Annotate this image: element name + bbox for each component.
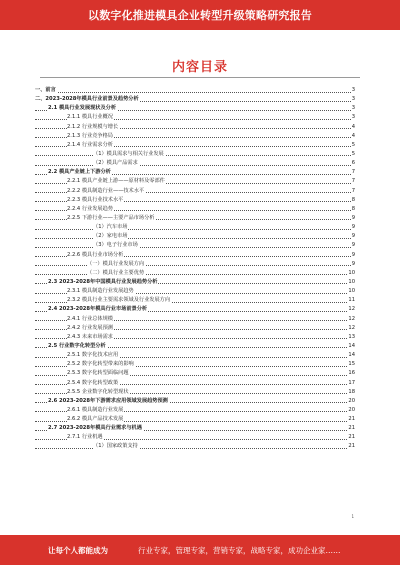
toc-entry-page: 5 bbox=[351, 141, 355, 150]
toc-entry[interactable] bbox=[35, 150, 355, 159]
toc-entry-page: 18 bbox=[347, 388, 355, 397]
toc-entry-page: 14 bbox=[347, 342, 355, 351]
toc-entry[interactable] bbox=[35, 123, 355, 132]
toc-entry-page: 16 bbox=[347, 369, 355, 378]
toc-entry-page: 3 bbox=[351, 104, 355, 113]
toc-entry[interactable] bbox=[35, 251, 355, 260]
toc-entry-title: 一、前言 bbox=[35, 87, 56, 93]
toc-entry-page: 7 bbox=[351, 177, 355, 186]
toc-entry[interactable] bbox=[35, 379, 355, 388]
toc-entry[interactable] bbox=[35, 360, 355, 369]
toc-entry-page: 9 bbox=[351, 232, 355, 241]
toc-entry-title: 2.5 行业数字化转型分析 bbox=[48, 342, 106, 349]
toc-entry-title: （2）家电市场 bbox=[93, 233, 128, 240]
toc-entry-page: 3 bbox=[351, 86, 355, 95]
toc-entry-title: 2.4.2 行业发展预测 bbox=[67, 324, 113, 331]
toc-entry-title: （2）模具产品需求 bbox=[93, 160, 138, 167]
toc-entry-page: 9 bbox=[351, 260, 355, 269]
toc-entry-title: 2.2.1 模具产业链上游——原材料及零部件 bbox=[67, 178, 165, 185]
page-number: 1 bbox=[351, 514, 354, 519]
toc-entry-title: 2.1 模具行业发展现状及分析 bbox=[48, 105, 117, 112]
toc-entry-page: 10 bbox=[347, 269, 355, 278]
toc-entry-page: 13 bbox=[347, 333, 355, 342]
toc-entry-page: 12 bbox=[347, 305, 355, 314]
report-title: 以数字化推进模具企业转型升级策略研究报告 bbox=[88, 9, 312, 22]
toc-leader-dots bbox=[35, 155, 355, 156]
toc-heading: 内容目录 bbox=[171, 60, 228, 75]
toc-entry-page: 5 bbox=[351, 150, 355, 159]
toc-entry-page: 17 bbox=[347, 379, 355, 388]
toc-entry[interactable] bbox=[35, 287, 355, 296]
toc-entry[interactable] bbox=[35, 232, 355, 241]
toc-entry-page: 12 bbox=[347, 315, 355, 324]
toc-entry[interactable] bbox=[35, 296, 355, 305]
toc-entry-title: 2.3.1 模具制造行业发展趋势 bbox=[67, 288, 134, 295]
toc-entry-page: 9 bbox=[351, 214, 355, 223]
toc-entry[interactable] bbox=[35, 388, 355, 397]
toc-entry[interactable] bbox=[35, 159, 355, 168]
toc-entry-title: （1）汽车市场 bbox=[93, 224, 128, 231]
toc-entry-title: 2.5.5 企业数字化转型现状 bbox=[67, 388, 129, 395]
toc-entry[interactable] bbox=[35, 442, 355, 451]
toc-entry[interactable] bbox=[35, 278, 355, 287]
toc-entry-title: 2.6.2 模具产品技术发展 bbox=[67, 416, 124, 423]
toc-entry[interactable] bbox=[35, 269, 355, 278]
toc-entry-title: 2.5.1 数字化技术应用 bbox=[67, 352, 119, 359]
toc-leader-dots bbox=[35, 238, 355, 239]
toc-entry[interactable] bbox=[35, 132, 355, 141]
toc-entry-title: 2.4 2023-2028年模具行业市场前景分析 bbox=[48, 306, 148, 313]
toc-entry-title: 2.6.1 模具制造行业发展 bbox=[67, 406, 124, 413]
toc-entry-page: 12 bbox=[347, 324, 355, 333]
toc-entry-page: 7 bbox=[351, 168, 355, 177]
toc-entry[interactable] bbox=[35, 397, 355, 406]
toc-entry[interactable] bbox=[35, 315, 355, 324]
toc-entry[interactable] bbox=[35, 214, 355, 223]
toc-entry-page: 21 bbox=[347, 415, 355, 424]
toc-entry[interactable] bbox=[35, 223, 355, 232]
toc-entry-page: 9 bbox=[351, 251, 355, 260]
toc-leader-dots bbox=[35, 265, 355, 266]
report-header-bar bbox=[0, 0, 400, 30]
toc-entry[interactable] bbox=[35, 369, 355, 378]
toc-leader-dots bbox=[35, 165, 355, 166]
toc-entry-page: 9 bbox=[351, 223, 355, 232]
toc-entry-title: 二、2023-2028年模具行业前景及趋势分析 bbox=[35, 96, 139, 103]
toc-leader-dots bbox=[35, 247, 355, 248]
toc-entry[interactable] bbox=[35, 342, 355, 351]
toc-entry[interactable] bbox=[35, 406, 355, 415]
toc-entry-title: 2.4.1 行业总体规模 bbox=[67, 315, 113, 322]
toc-entry-title: 2.7.1 行业机遇 bbox=[67, 434, 103, 441]
toc-entry-title: 2.5.3 数字化转型面临问题 bbox=[67, 370, 129, 377]
toc-entry[interactable] bbox=[35, 205, 355, 214]
toc-entry-page: 20 bbox=[347, 406, 355, 415]
toc-leader-dots bbox=[35, 92, 355, 93]
toc-entry-title: 2.2.4 行业发展趋势 bbox=[67, 205, 113, 212]
toc-entry-title: （一）模具行业发展方向 bbox=[87, 260, 145, 267]
toc-entry[interactable] bbox=[35, 104, 355, 113]
toc-entry-page: 9 bbox=[351, 241, 355, 250]
toc-entry-page: 15 bbox=[347, 360, 355, 369]
toc-entry[interactable] bbox=[35, 333, 355, 342]
toc-entry[interactable] bbox=[35, 196, 355, 205]
toc-entry-page: 21 bbox=[347, 424, 355, 433]
toc-leader-dots bbox=[35, 229, 355, 230]
toc-entry-page: 20 bbox=[347, 397, 355, 406]
toc-entry[interactable] bbox=[35, 415, 355, 424]
toc-entry[interactable] bbox=[35, 86, 355, 95]
toc-entry-page: 3 bbox=[351, 95, 355, 104]
toc-entry-page: 10 bbox=[347, 278, 355, 287]
toc-entry-page: 8 bbox=[351, 196, 355, 205]
toc-entry[interactable] bbox=[35, 95, 355, 104]
toc-entry[interactable] bbox=[35, 305, 355, 314]
toc-entry-title: 2.1.3 行业竞争格局 bbox=[67, 132, 113, 139]
toc-entry-title: 2.3 2023-2028年中国模具行业发展趋势分析 bbox=[48, 278, 158, 285]
toc-entry-page: 7 bbox=[351, 187, 355, 196]
toc-entry-page: 21 bbox=[347, 442, 355, 451]
divider-top bbox=[40, 77, 360, 78]
toc-entry[interactable] bbox=[35, 324, 355, 333]
toc-entry-page: 8 bbox=[351, 205, 355, 214]
toc-entry-title: （二）模具行业主要优势 bbox=[87, 269, 145, 276]
toc-entry-title: 2.5.4 数字化转型政策 bbox=[67, 379, 119, 386]
toc-entry-title: 2.2.2 模具制造行业——技术水平 bbox=[67, 187, 145, 194]
toc-leader-dots bbox=[35, 448, 355, 449]
toc-entry-page: 6 bbox=[351, 159, 355, 168]
toc-leader-dots bbox=[35, 274, 355, 275]
toc-entry[interactable] bbox=[35, 424, 355, 433]
toc-entry-title: 2.6 2023-2028年下游需求应用领域发展趋势预测 bbox=[48, 397, 168, 404]
toc-entry-page: 21 bbox=[347, 433, 355, 442]
toc-entry[interactable] bbox=[35, 260, 355, 269]
toc-entry-title: 2.5.2 数字化转型带来的影响 bbox=[67, 361, 134, 368]
toc-entry[interactable] bbox=[35, 168, 355, 177]
toc-entry-page: 3 bbox=[351, 113, 355, 122]
toc-entry[interactable] bbox=[35, 187, 355, 196]
toc-entry-title: 2.1.4 行业需求分析 bbox=[67, 141, 113, 148]
table-of-contents bbox=[35, 86, 355, 452]
footer-slogan-right: 行业专家，管理专家，营销专家，战略专家，成功企业家…… bbox=[138, 545, 341, 555]
toc-entry-title: 2.1.1 模具行业概况 bbox=[67, 114, 113, 121]
toc-entry[interactable] bbox=[35, 141, 355, 150]
toc-entry-page: 4 bbox=[351, 132, 355, 141]
toc-entry-title: 2.3.2 模具行业主要需求领域及行业发展方向 bbox=[67, 297, 171, 304]
toc-entry-title: 2.4.3 未来市场需求 bbox=[67, 333, 113, 340]
toc-entry-page: 14 bbox=[347, 351, 355, 360]
toc-entry-title: （1）模具需求与相关行业发展 bbox=[93, 150, 164, 157]
toc-entry-page: 4 bbox=[351, 123, 355, 132]
toc-entry[interactable] bbox=[35, 241, 355, 250]
toc-entry[interactable] bbox=[35, 177, 355, 186]
toc-entry-title: （1）国家政策支持 bbox=[93, 443, 138, 450]
toc-entry[interactable] bbox=[35, 433, 355, 442]
toc-entry-title: 2.2.5 下游行业——主要产品市场分析 bbox=[67, 214, 155, 221]
toc-entry[interactable] bbox=[35, 351, 355, 360]
toc-entry-title: （3）电子行业市场 bbox=[93, 242, 138, 249]
toc-entry-title: 2.7 2023-2028年模具行业需求与机遇 bbox=[48, 425, 142, 432]
toc-entry-title: 2.1.2 行业规模与增长 bbox=[67, 123, 119, 130]
toc-entry-title: 2.2 模具产业链上下游分析 bbox=[48, 169, 111, 176]
toc-entry-page: 11 bbox=[347, 296, 355, 305]
footer-bar bbox=[0, 535, 400, 565]
toc-entry-page: 10 bbox=[347, 287, 355, 296]
footer-slogan-left: 让每个人都能成为 bbox=[48, 545, 108, 555]
toc-entry[interactable] bbox=[35, 113, 355, 122]
toc-entry-title: 2.2.3 模具行业技术水平 bbox=[67, 196, 124, 203]
toc-entry-title: 2.2.6 模具行业市场分析 bbox=[67, 251, 124, 258]
